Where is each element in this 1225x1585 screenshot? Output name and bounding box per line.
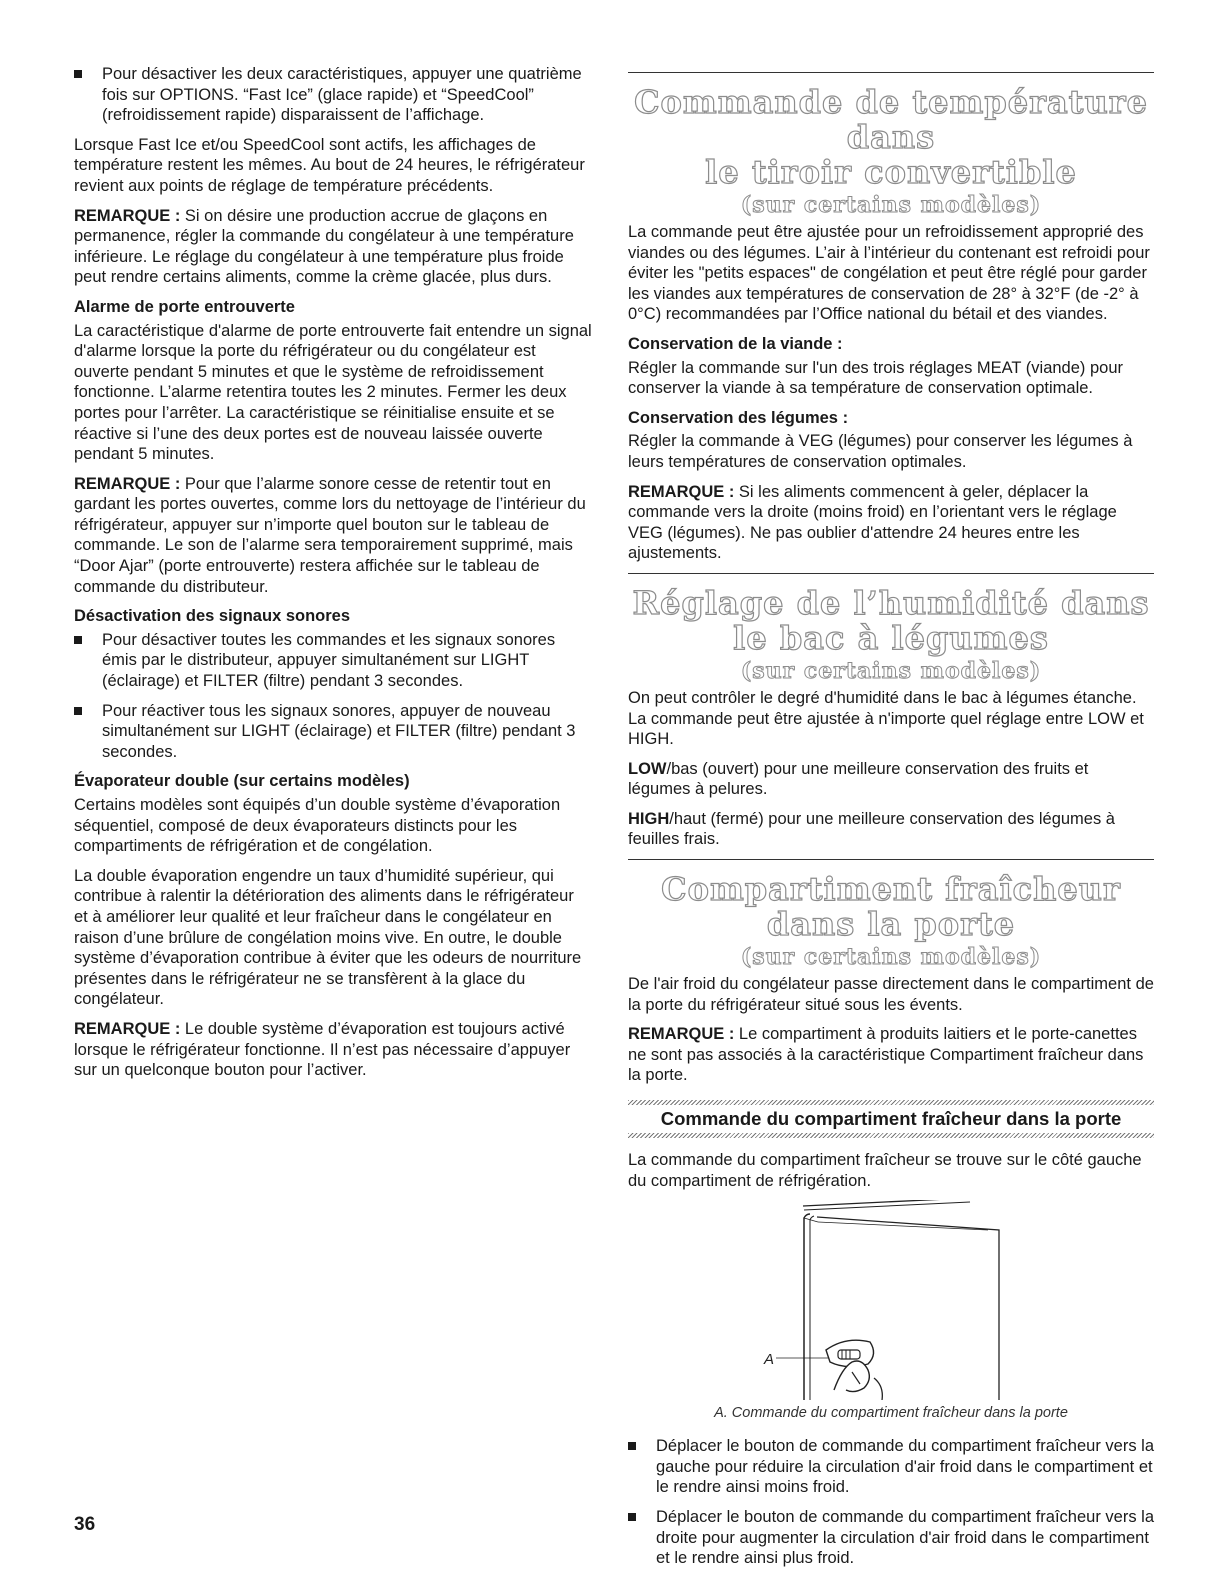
high-label: HIGH [628,809,670,828]
section-title-line: Réglage de l’humidité dans [632,583,1150,622]
paragraph-veg: Régler la commande à VEG (légumes) pour conserver les légumes à leurs températures de conservation optimales. [628,432,1133,471]
remarque-text: Le double système d’évaporation est toujours activé lorsque le réfrigérateur fonctionne. Il n’est pas nécessaire d’appuyer sur un quelconque bouton pour l’activer. [74,1019,571,1080]
paragraph-control-location: La commande du compartiment fraîcheur se trouve sur le côté gauche du compartiment de réfrigération. [628,1151,1142,1190]
signals-list [74,630,592,763]
section-subtitle: (sur certains modèles) [740,192,1042,218]
remarque-text: Le compartiment à produits laitiers et le porte-canettes ne sont pas associés à la caractéristique Compartiment fraîcheur dans la porte. [628,1025,1144,1085]
low-label: LOW [628,759,667,778]
remarque-alarm [74,474,592,598]
subsection-heading-bar [628,1100,1154,1138]
section-title-convertible-drawer [628,85,1154,190]
section-divider [628,859,1154,860]
control-instructions-list [628,1436,1154,1569]
section-title-humidity [628,583,1154,657]
refrigerator-compartment-illustration [628,1200,1154,1400]
bullet-icon [74,70,82,78]
section-title-line: le bac à légumes [733,618,1049,657]
section-divider [628,573,1154,574]
bullet-icon [628,1442,636,1450]
figure-caption: A. Commande du compartiment fraîcheur dans la porte [714,1405,1068,1422]
figure-callout-a: A [764,1351,775,1369]
section-title-line: dans la porte [766,905,1016,944]
subsection-heading-text: Commande du compartiment fraîcheur dans la porte [660,1108,1122,1130]
paragraph-evap-1: Certains modèles sont équipés d’un double système d’évaporation séquentiel, composé de deux évaporateurs distincts pour les compartiments de réfrigération et de congélation. [74,796,561,856]
remarque-door-bin [628,1024,1154,1086]
list-item-text: Pour réactiver tous les signaux sonores, appuyer de nouveau simultanément sur LIGHT (éclairage) et FILTER (filtre) pendant 3 secondes. [102,701,576,761]
remarque-label: REMARQUE : [628,1025,735,1044]
low-text: /bas (ouvert) pour une meilleure conservation des fruits et légumes à pelures. [628,759,1089,799]
paragraph-high [628,809,1154,850]
remarque-label: REMARQUE : [74,474,181,493]
bullet-icon [74,636,82,644]
section-title-line: Compartiment fraîcheur [661,870,1121,909]
remarque-label: REMARQUE : [74,206,181,225]
section-subtitle: (sur certains modèles) [740,944,1042,971]
left-column [74,64,592,1090]
remarque-ice [74,206,592,288]
section-subtitle: (sur certains modèles) [740,657,1042,684]
remarque-label: REMARQUE : [74,1019,181,1038]
section-divider [628,72,1154,73]
remarque-text: Pour que l’alarme sonore cesse de retentir tout en gardant les portes ouvertes, comme lors du nettoyage de l’intérieur du réfrigérateur, appuyer sur n’importe quel bouton sur le tableau de commande. Le son de l’alarme sera temporairement supprimé, mais “Door Ajar” (porte entrouverte) restera affichée sur le tableau de commande du distributeur. [74,474,586,596]
list-item-text: Déplacer le bouton de commande du compartiment fraîcheur vers la droite pour augmenter la circulation d'air froid dans le compartiment et le rendre ainsi plus froid. [656,1508,1155,1568]
list-item [74,64,592,126]
bullet-icon [74,707,82,715]
hatch-divider [628,1100,1154,1105]
list-item [628,1507,1154,1569]
paragraph-low [628,759,1154,800]
paragraph-humidity: On peut contrôler le degré d'humidité dans le bac à légumes étanche. La commande peut être ajustée à n'importe quel réglage entre LOW et HIGH. [628,688,1144,749]
bullet-icon [628,1513,636,1521]
door-bin-control-figure [628,1200,1154,1400]
section-title-line: Commande de température dans [634,83,1148,156]
heading-door-alarm: Alarme de porte entrouverte [74,297,295,316]
list-item-text: Pour désactiver les deux caractéristiques, appuyer une quatrième fois sur OPTIONS. “Fast Ice” (glace rapide) et “SpeedCool” (refroidissement rapide) disparaissent de l’affichage. [102,65,582,125]
remarque-drawer [628,482,1154,564]
paragraph-meat: Régler la commande sur l'un des trois réglages MEAT (viande) pour conserver la viande à sa température de conservation optimale. [628,358,1124,398]
list-item [628,1436,1154,1498]
remarque-text: Si les aliments commencent à geler, déplacer la commande vers la droite (moins froid) en l’orientant vers le réglage VEG (légumes). Ne pas oublier d'attendre 24 heures entre les ajustements. [628,482,1117,563]
paragraph-convertible: La commande peut être ajustée pour un refroidissement approprié des viandes ou des légumes. L’air à l’intérieur du contenant est refroidi pour éviter les "petits espaces" de congélation et peut être réglé pour garder les viandes aux températures de conservation de 28° à 32°F (de -2° à 0°C) recommandées par l’Office national du bétail et des viandes. [628,223,1150,324]
heading-dual-evaporator: Évaporateur double (sur certains modèles) [74,772,410,791]
remarque-label: REMARQUE : [628,482,735,501]
high-text: /haut (fermé) pour une meilleure conservation des légumes à feuilles frais. [628,809,1115,849]
list-item [74,701,592,763]
list-item [74,630,592,692]
section-title-line: le tiroir convertible [705,153,1077,191]
remarque-evap [74,1019,592,1081]
intro-list [74,64,592,126]
heading-sound-signals: Désactivation des signaux sonores [74,607,351,626]
paragraph-evap-2: La double évaporation engendre un taux d’humidité supérieur, qui contribue à ralentir la détérioration des aliments dans le réfrigérateur et à améliorer leur qualité et leur fraîcheur dans le congélateur en raison d’une brûlure de congélation moins vive. En outre, le double système d’évaporation contribue à éviter que les odeurs de nourriture présentes dans le réfrigérateur ne se transfèrent à la glace du congélateur. [74,866,582,1009]
heading-veg: Conservation des légumes : [628,408,849,427]
hatch-divider [628,1133,1154,1138]
heading-meat: Conservation de la viande : [628,334,843,353]
right-column [628,64,1154,1578]
page-number: 36 [74,1514,96,1535]
paragraph-fast-ice: Lorsque Fast Ice et/ou SpeedCool sont actifs, les affichages de température restent les mêmes. Au bout de 24 heures, le réfrigérateur revient aux points de réglage de température précédents. [74,135,585,195]
paragraph-door-bin: De l'air froid du congélateur passe directement dans le compartiment de la porte du réfrigérateur situé sous les évents. [628,975,1154,1014]
paragraph-door-alarm: La caractéristique d'alarme de porte entrouverte fait entendre un signal d'alarme lorsque la porte du réfrigérateur ou du congélateur est ouverte pendant 5 minutes et que le système de refroidissement fonctionne. L’alarme retentira toutes les 2 minutes. Fermer les deux portes pour l’arrêter. La caractéristique se réinitialise ensuite et se réactive si l’une des deux portes est de nouveau laissée ouverte pendant 5 minutes. [74,321,592,464]
list-item-text: Déplacer le bouton de commande du compartiment fraîcheur vers la gauche pour réduire la circulation d'air froid dans le compartiment et le rendre ainsi moins froid. [656,1437,1155,1497]
section-title-door-bin [628,872,1154,942]
remarque-text: Si on désire une production accrue de glaçons en permanence, régler la commande du congélateur à une température inférieure. Le réglage du congélateur à une température plus froide peut rendre certains aliments, comme la crème glacée, plus durs. [74,206,574,287]
list-item-text: Pour désactiver toutes les commandes et les signaux sonores émis par le distributeur, appuyer simultanément sur LIGHT (éclairage) et FILTER (filtre) pendant 3 secondes. [102,630,556,691]
